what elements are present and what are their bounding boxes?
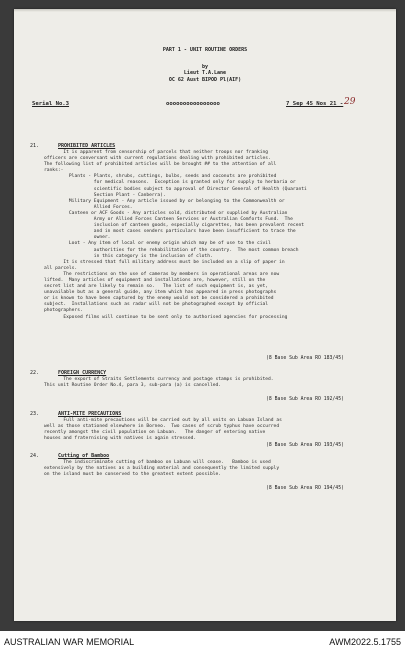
section-body: The export of Straits Settlements currency and postage stamps is prohibited. This unit Routine Order No.4, para 3, sub-para (a) is cancelled. — [44, 377, 274, 389]
section-number: 21. — [30, 143, 40, 149]
serial-date: 7 Sep 45 Nos 21 - — [286, 101, 344, 107]
section-title: FOREIGN CURRENCY — [58, 370, 107, 376]
section-title: Cutting of Bamboo — [58, 453, 110, 459]
section-title: PROHIBITED ARTICLES — [58, 143, 116, 149]
order-officer: Lieut T.A.Lane — [183, 70, 227, 76]
serial-number: Serial No.3 — [32, 101, 70, 107]
section-number: 24. — [30, 453, 40, 459]
section-title: ANTI-MITE PRECAUTIONS — [58, 411, 122, 417]
section-body: The indiscriminate cutting of bamboo on Labuan will cease. Bamboo is used extensively by the natives as a building material and consequently the limited supply on the island must be conserved to the greatest extent possible. — [44, 460, 280, 478]
order-part-title: PART 1 - UNIT ROUTINE ORDERS — [162, 47, 248, 53]
archive-accession: AWM2022.5.1755 — [329, 637, 401, 647]
section-reference: (8 Base Sub Area RO 183/45) — [266, 356, 344, 361]
section-number: 23. — [30, 411, 40, 417]
section-reference: (8 Base Sub Area RO 192/45) — [266, 397, 344, 402]
section-number: 22. — [30, 370, 40, 376]
archive-footer — [0, 631, 405, 653]
serial-marker: oooooooooooooooo — [166, 101, 220, 107]
section-body: Full anti-mite precautions will be carried out by all units on Labuan Island as well as those stationed elsewhere in Borneo. Two cases of scrub typhus have occurred recently amongst the civil population on Labuan. The danger of entering native houses and fraternising with natives is again stressed. — [44, 418, 282, 442]
order-unit: OC 62 Aust BIPOD Pl(AIF) — [168, 77, 242, 83]
document-page — [14, 9, 396, 621]
section-reference: (8 Base Sub Area RO 193/45) — [266, 443, 344, 448]
handwritten-number: 29 — [344, 97, 356, 107]
section-body: It is apparent from censorship of parcels that neither troops nor franking officers are conversant with current regulations dealing with prohibited articles. The following list of prohibited articles will be brought ## to the attention of all ranks:- Plants - Plants, shrubs, cuttings, bulbs, seeds and coconuts are prohibited for medical reasons. Exception is granted only for supply to herbaria or scientific bodies subject to approval of Director General of Health (Quaranti Section Plant - Canberra). Military Equipment - Any article issued by or belonging to the Commonwealth or Allied Forces. Canteen or ACF Goods - Any articles sold, distributed or supplied by Australian Army or Allied Forces Canteen Services or Australian Comforts Fund. The inclusion of canteen goods, especially cigarettes, has been prevalent recent and in most cases senders particulars have been insufficient to trace the owner. Loot - Any item of local or enemy origin which may be of use to the civil authorities for the rehabilitation of the country. The most common breach in this category is the inclusion of cloth. It is stressed that full military address must be included on a slip of paper in all parcels. The restrictions on the use of cameras by members in operational areas are now lifted. Many articles of equipment and installations are, however, still on the secret list and are likely to remain so. The list of such equipment is, as yet, unavailable but as a general guide, any item which has appeared in press photographs or is known to have been captured by the enemy would not be considered a prohibited subject. Installations such as radar will not be photographed except by official photographers. Exposed films will continue to be sent only to authorised agencies for processing — [44, 150, 307, 320]
order-by: by — [201, 64, 209, 70]
section-reference: (8 Base Sub Area RO 194/45) — [266, 486, 344, 491]
archive-name: AUSTRALIAN WAR MEMORIAL — [4, 637, 135, 647]
